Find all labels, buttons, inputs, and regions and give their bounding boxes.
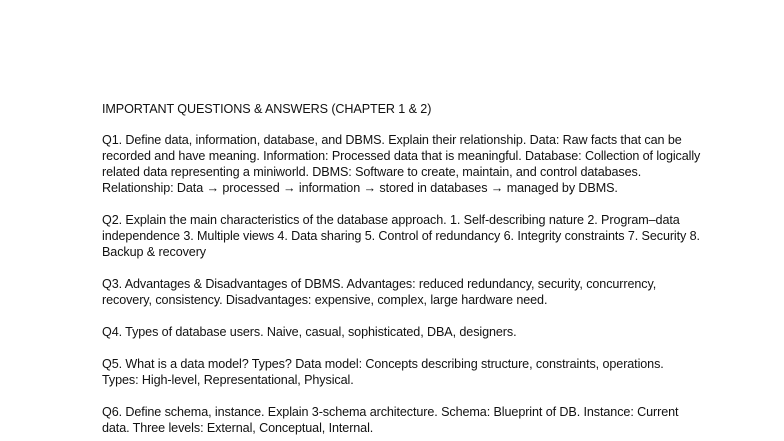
answer-4: Naive, casual, sophisticated, DBA, designers. [266, 325, 517, 339]
question-3: Q3. Advantages & Disadvantages of DBMS. [102, 277, 344, 291]
qa-item-1 [102, 132, 702, 196]
document-title: IMPORTANT QUESTIONS & ANSWERS (CHAPTER 1 & 2) [102, 102, 432, 116]
question-2: Q2. Explain the main characteristics of the database approach. [102, 213, 447, 227]
document-content [102, 101, 702, 441]
qa-item-5 [102, 356, 702, 388]
answer-3: Advantages: reduced redundancy, security, concurrency, recovery, consistency. Disadvantages: expensive, complex, large hardware need. [102, 277, 657, 307]
answer-5: Data model: Concepts describing structure, constraints, operations. Types: High-level, Representational, Physical. [102, 357, 664, 387]
question-1: Q1. Define data, information, database, and DBMS. Explain their relationship. [102, 133, 527, 147]
answer-6: Schema: Blueprint of DB. Instance: Current data. Three levels: External, Conceptual, Internal. [102, 405, 679, 435]
qa-item-2 [102, 212, 702, 260]
qa-item-6 [102, 404, 702, 436]
answer-2: 1. Self-describing nature 2. Program–data independence 3. Multiple views 4. Data sharing 5. Control of redundancy 6. Integrity constraints 7. Security 8. Backup & recovery [102, 213, 700, 259]
question-5: Q5. What is a data model? Types? [102, 357, 292, 371]
qa-item-4 [102, 324, 702, 340]
question-4: Q4. Types of database users. [102, 325, 264, 339]
answer-1: Data: Raw facts that can be recorded and have meaning. Information: Processed data that is meaningful. Database: Collection of logically related data representing a miniworld. DBMS: Software to create, maintain, and control databases. Relationship: Data → processed → information → stored in databases → managed by DBMS. [102, 133, 701, 195]
question-6: Q6. Define schema, instance. Explain 3-schema architecture. [102, 405, 438, 419]
qa-item-3 [102, 276, 702, 308]
